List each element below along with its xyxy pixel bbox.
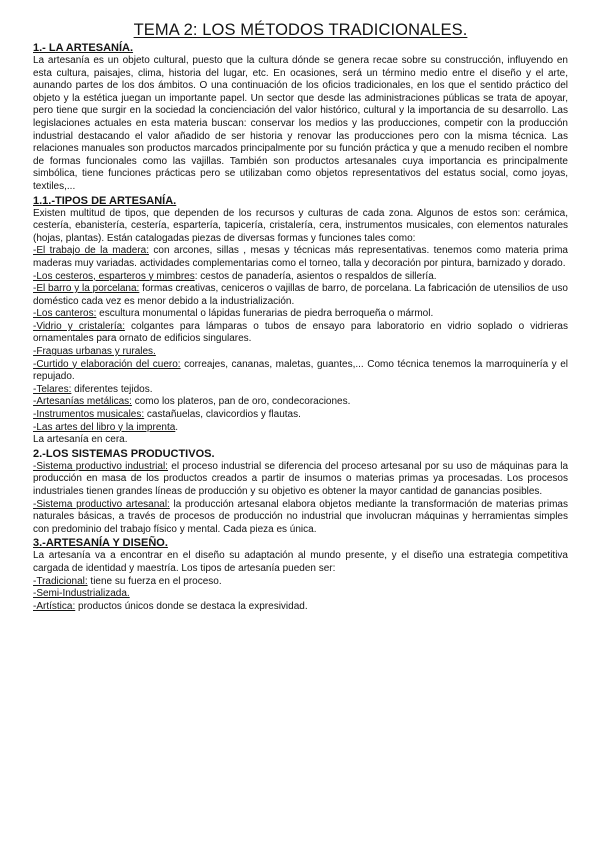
item-term: -Sistema productivo artesanal:	[33, 498, 170, 510]
list-item	[33, 321, 568, 346]
list-item	[33, 461, 568, 499]
list-item	[33, 588, 568, 601]
item-term: -Semi-Industrializada.	[33, 588, 130, 600]
list-item	[33, 308, 568, 321]
item-text: colgantes para lámparas o tubos de ensayo para laboratorio en vidrio soplado o vidrieras ornamentales para ornato de edificios singulares.	[33, 320, 568, 345]
item-term: -El trabajo de la madera:	[33, 245, 149, 257]
item-term: -Los canteros:	[33, 308, 97, 320]
item-text: .	[175, 421, 179, 433]
item-term: -Artística:	[33, 600, 76, 612]
list-item	[33, 576, 568, 589]
item-term: -Sistema productivo industrial:	[33, 460, 168, 472]
item-text: escultura monumental o lápidas funerarias de piedra berroqueña o mármol.	[96, 308, 434, 320]
item-text: La artesanía en cera.	[33, 434, 128, 446]
item-text: la producción artesanal elabora objetos mediante la transformación de materias primas naturales básicas, a través de procesos de producción no industrial que involucran máquinas y herramientas simples con predominio del trabajo físico y mental. Cada pieza es única.	[33, 498, 568, 535]
list-item	[33, 384, 568, 397]
item-text: castañuelas, clavicordios y flautas.	[144, 409, 301, 421]
list-item	[33, 434, 568, 447]
item-text: tiene su fuerza en el proceso.	[87, 575, 222, 587]
list-item	[33, 499, 568, 537]
item-text: formas creativas, ceniceros o vajillas de barro, de porcelana. La fabricación de utensilios de uso doméstico cada vez es menor debido a la industrialización.	[33, 283, 568, 307]
page-title: TEMA 2: LOS MÉTODOS TRADICIONALES.	[133, 21, 468, 39]
list-item	[33, 422, 568, 435]
list-item	[33, 245, 568, 270]
section-heading-diseno: 3.-ARTESANÍA Y DISEÑO.	[33, 537, 168, 550]
item-text: como los plateros, pan de oro, condecoraciones.	[131, 396, 351, 408]
item-term: -El barro y la porcelana:	[33, 283, 140, 295]
item-term: -Vidrio y cristalería:	[33, 320, 125, 332]
list-item	[33, 409, 568, 422]
item-text: el proceso industrial se diferencia del proceso artesanal por su uso de máquinas para la producción en masa de los productos creados a partir de insumos o materias primas ya procesadas. Los procesos industriales tienen grandes líneas de producción y su objetivo es obtener la mayor cantidad de ganancias posibles.	[33, 460, 569, 497]
list-item	[33, 283, 568, 308]
item-term: -Curtido y elaboración del cuero:	[33, 358, 181, 370]
item-text: diferentes tejidos.	[71, 383, 153, 395]
list-item	[33, 396, 568, 409]
item-term: -Telares:	[33, 383, 72, 395]
tipos-intro: Existen multitud de tipos, que dependen de los recursos y culturas de cada zona. Algunos de estos son: cerámica, cestería, ebanistería, cestería, espartería, tapicería, cristalería, cera, instrumentos musicales, con elementos naturales (hojas, plantas). Están catalogadas piezas de diversas formas y funciones tales como:	[33, 207, 568, 244]
section-heading-sistemas: 2.-LOS SISTEMAS PRODUCTIVOS.	[33, 447, 215, 460]
item-term: -Fraguas urbanas y rurales.	[33, 346, 156, 358]
section-heading-tipos: 1.1.-TIPOS DE ARTESANÍA.	[33, 194, 177, 207]
item-text: productos únicos donde se destaca la expresividad.	[75, 600, 308, 612]
list-item	[33, 271, 568, 284]
list-item	[33, 601, 568, 614]
item-term: -Tradicional:	[33, 575, 88, 587]
section-heading-artesania: 1.- LA ARTESANÍA.	[33, 42, 134, 54]
artesania-paragraph: La artesanía es un objeto cultural, puesto que la cultura dónde se genera recae sobre su construcción, influyendo en esta cultura, paisajes, clima, historia del lugar, etc. En ocasiones, será un término medio entre el diseño y el arte, aunando partes de los dos ámbitos. O una continuación de los oficios tradicionales, en los que el sentido práctico del objeto y la estética juegan un importante papel. Un sector que desde las administraciones públicas se trata de apoyar, pero tiene que surgir en la sociedad la concienciación del valor histórico, cultural y la importancia de su desarrollo. Las legislaciones actuales en esta materia buscan: conservar los medios y las producciones, competir con la producción industrial destacando el valor añadido de ser historia y renovar las producciones pero con la misma técnica. Las relaciones manuales son productos marcados principalmente por su función práctica y que a menudo reciben el nombre de formas funcionales como las vajillas. También son productos artesanales cuya importancia es principalmente simbólica, tiene funciones prácticas pero se utilizaban como objetos representativos del estatus social, como joyas, textiles,...	[33, 55, 568, 192]
item-text: : cestos de panadería, asientos o respaldos de sillería.	[194, 270, 437, 282]
list-item	[33, 359, 568, 384]
item-term: -Instrumentos musicales:	[33, 409, 145, 421]
item-term: -Las artes del libro y la imprenta	[33, 421, 176, 433]
item-text: con arcones, sillas , mesas y técnicas más representativas. tenemos como materia prima maderas muy variadas. actividades complementarias como el torneo, talla y decoración por pintura, barnizado y dorado.	[33, 245, 568, 269]
item-term: -Artesanías metálicas:	[33, 396, 132, 408]
item-term: -Los cesteros, esparteros y mimbres	[33, 270, 195, 282]
list-item	[33, 346, 568, 359]
item-text: correajes, cananas, maletas, guantes,... Como técnica tenemos la marroquinería y el repujado.	[33, 358, 568, 383]
diseno-intro: La artesanía va a encontrar en el diseño su adaptación al mundo presente, y el diseño una estrategia competitiva cargada de identidad y maestría. Los tipos de artesanía pueden ser:	[33, 550, 568, 574]
